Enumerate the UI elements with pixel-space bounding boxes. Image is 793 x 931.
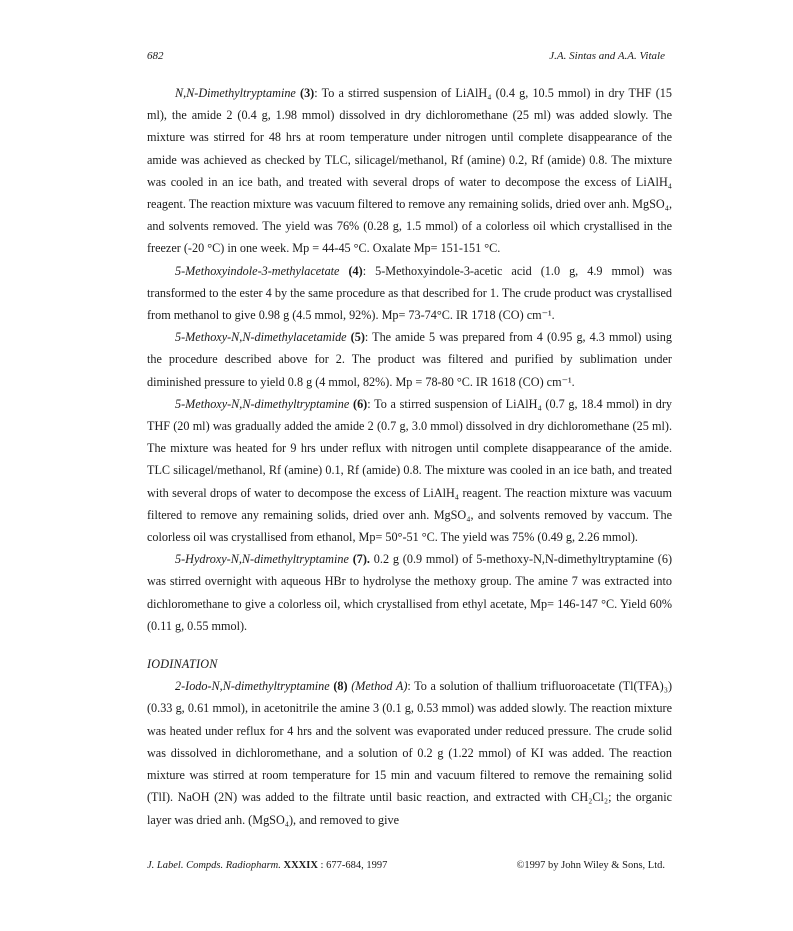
paragraph-text: : 5-Methoxyindole-3-acetic acid (1.0 g, 4.9 mmol) was transformed to the ester 4 by the same procedure as that described for 1. The crude product was crystallised from methanol to give 0.98 g (4.5 mmol, 92%). Mp= 73-74°C. IR 1718 (CO) cm⁻¹. bbox=[147, 263, 672, 323]
paragraph-acetamide bbox=[147, 326, 672, 393]
compound-number: (3) bbox=[300, 86, 315, 100]
footer-copyright: ©1997 by John Wiley & Sons, Ltd. bbox=[516, 860, 665, 871]
journal-name: J. Label. Compds. Radiopharm. bbox=[147, 860, 281, 871]
compound-number: (8) bbox=[333, 679, 348, 694]
paragraph-dmt bbox=[147, 82, 672, 260]
compound-title: 2-Iodo-N,N-dimethyltryptamine bbox=[175, 679, 330, 694]
page-number: 682 bbox=[147, 50, 164, 62]
paragraph-text: : To a stirred suspension of LiAlH₄ (0.4 g, 10.5 mmol) in dry THF (15 ml), the amide 2 (0.4 g, 1.98 mmol) dissolved in dry dichloromethane (25 ml) was added slowly. The mixture was stirred for 48 hrs at room temperature under nitrogen until complete disappearance of the amide was achieved as checked by TLC, silicagel/methanol, Rf (amine) 0.2, Rf (amide) 0.8. The mixture was cooled in an ice bath, and treated with several drops of water to decompose the excess of LiAlH₄ reagent. The reaction mixture was vacuum filtered to remove any remaining solids, dried over anh. MgSO₄, and solvents removed. The yield was 76% (0.28 g, 1.5 mmol) of a colorless oil which crystallised in the freezer (-20 °C) in one week. Mp = 44-45 °C. Oxalate Mp= 151-151 °C. bbox=[147, 86, 672, 256]
paragraph-text: 0.2 g (0.9 mmol) of 5-methoxy-N,N-dimethyltryptamine (6) was stirred overnight with aqueous HBr to hydrolyse the methoxy group. The amine 7 was extracted into dichloromethane to give a colorless oil, which crystallised from ethyl acetate, Mp= 146-147 °C. Yield 60% (0.11 g, 0.55 mmol). bbox=[147, 552, 672, 633]
compound-title: 5-Methoxyindole-3-methylacetate bbox=[175, 263, 340, 278]
journal-pages: : 677-684, 1997 bbox=[320, 860, 388, 871]
paragraph-text: : To a stirred suspension of LiAlH₄ (0.7 g, 18.4 mmol) in dry THF (20 ml) was gradually added the amide 2 (0.7 g, 3.0 mmol) dissolved in dry dichloromethane (25 ml). The mixture was heated for 9 hrs under reflux with nitrogen until complete disappearance of the amide. TLC silicagel/methanol, Rf (amine) 0.1, Rf (amide) 0.8. The mixture was cooled in an ice bath, and treated with several drops of water to decompose the excess of LiAlH₄ reagent. The reaction mixture was vacuum filtered to remove any remaining solids, dried over anh. MgSO₄, and solvents removed by vaccum. The colorless oil was crystallised from ethanol, Mp= 50°-51 °C. The yield was 75% (0.49 g, 2.26 mmol). bbox=[147, 396, 672, 545]
paragraph-5ho-dmt bbox=[147, 548, 672, 637]
running-head-authors: J.A. Sintas and A.A. Vitale bbox=[549, 50, 665, 62]
compound-number: (4) bbox=[348, 263, 363, 278]
compound-title: N,N-Dimethyltryptamine bbox=[175, 86, 296, 100]
footer-journal bbox=[147, 860, 387, 871]
body-text bbox=[147, 82, 672, 831]
method-label: (Method A) bbox=[351, 679, 408, 694]
compound-title: 5-Methoxy-N,N-dimethylacetamide bbox=[175, 330, 347, 345]
compound-title: 5-Methoxy-N,N-dimethyltryptamine bbox=[175, 396, 350, 411]
compound-number: (7). bbox=[352, 552, 370, 567]
paragraph-text: : To a solution of thallium trifluoroacetate (Tl(TFA)₃) (0.33 g, 0.61 mmol), in acetonitrile the amine 3 (0.1 g, 0.53 mmol) was added slowly. The reaction mixture was heated under reflux for 4 hrs and the solvent was evaporated under reduced pressure. The crude solid was dissolved in dichloromethane, and a solution of 0.2 g (1.22 mmol) of KI was added. The reaction mixture was stirred at room temperature for 15 min and vacuum filtered to remove the remaining solid (TlI). NaOH (2N) was added to the filtrate until basic reaction, and extracted with CH₂Cl₂; the organic layer was dried anh. (MgSO₄), and removed to give bbox=[147, 679, 672, 827]
journal-volume: XXXIX bbox=[283, 860, 318, 871]
compound-title: 5-Hydroxy-N,N-dimethyltryptamine bbox=[175, 552, 349, 567]
paragraph-iodo-dmt bbox=[147, 675, 672, 830]
section-heading: IODINATION bbox=[147, 657, 218, 672]
compound-number: (5) bbox=[350, 330, 365, 345]
paragraph-text: : The amide 5 was prepared from 4 (0.95 g, 4.3 mmol) using the procedure described above for 2. The product was filtered and purified by sublimation under diminished pressure to yield 0.8 g (4 mmol, 82%). Mp = 78-80 °C. IR 1618 (CO) cm⁻¹. bbox=[147, 330, 672, 389]
compound-number: (6) bbox=[353, 396, 368, 411]
paragraph-methylacetate bbox=[147, 260, 672, 327]
paragraph-5meo-dmt bbox=[147, 393, 672, 548]
